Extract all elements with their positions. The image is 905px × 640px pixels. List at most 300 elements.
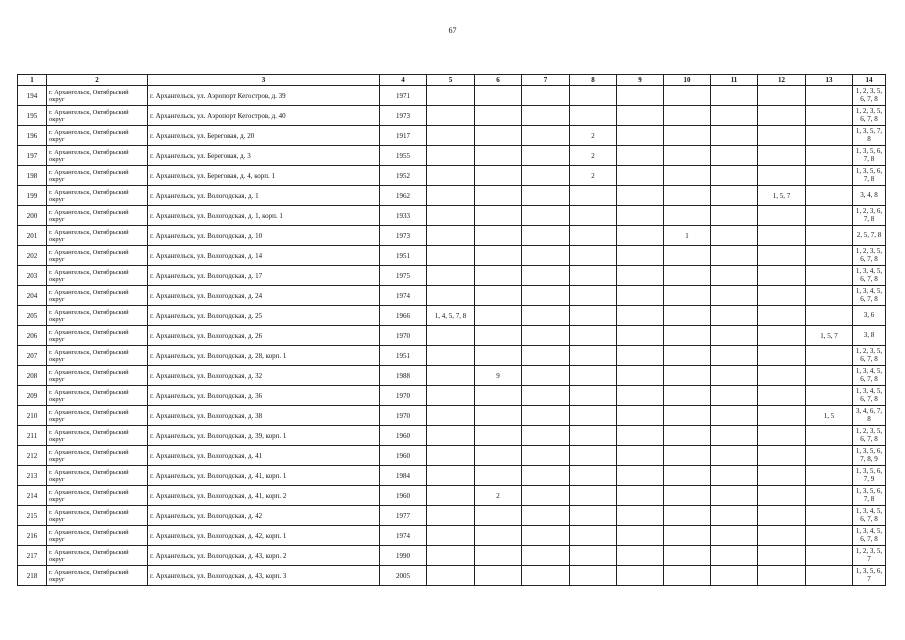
col5-cell bbox=[427, 166, 475, 186]
col7-cell bbox=[522, 86, 570, 106]
col8-cell bbox=[570, 106, 617, 126]
address-cell: г. Архангельск, ул. Вологодская, д. 24 bbox=[148, 286, 380, 306]
col5-cell bbox=[427, 526, 475, 546]
col9-cell bbox=[617, 86, 664, 106]
year-cell: 1955 bbox=[380, 146, 427, 166]
col6-cell bbox=[475, 426, 522, 446]
col5-cell bbox=[427, 106, 475, 126]
col5-cell bbox=[427, 146, 475, 166]
col10-cell bbox=[664, 426, 711, 446]
col8-cell bbox=[570, 346, 617, 366]
col5-cell bbox=[427, 506, 475, 526]
col14-cell: 1, 3, 5, 6, 7, 8 bbox=[853, 166, 886, 186]
col8-cell: 2 bbox=[570, 126, 617, 146]
address-cell: г. Архангельск, ул. Вологодская, д. 17 bbox=[148, 266, 380, 286]
col14-cell: 1, 2, 3, 5, 6, 7, 8 bbox=[853, 346, 886, 366]
table-row bbox=[18, 566, 886, 586]
header-row bbox=[18, 75, 886, 86]
col9-cell bbox=[617, 126, 664, 146]
table-row bbox=[18, 226, 886, 246]
col10-cell bbox=[664, 246, 711, 266]
year-cell: 1951 bbox=[380, 246, 427, 266]
col11-cell bbox=[711, 486, 758, 506]
col9-cell bbox=[617, 306, 664, 326]
year-cell: 1960 bbox=[380, 446, 427, 466]
row-number: 198 bbox=[18, 166, 47, 186]
district-cell: г. Архангельск, Октябрьский округ bbox=[47, 426, 148, 446]
col11-cell bbox=[711, 206, 758, 226]
col9-cell bbox=[617, 266, 664, 286]
col13-cell bbox=[806, 146, 853, 166]
col8-cell bbox=[570, 86, 617, 106]
col7-cell bbox=[522, 526, 570, 546]
column-header-3: 3 bbox=[148, 75, 380, 86]
col13-cell bbox=[806, 366, 853, 386]
row-number: 196 bbox=[18, 126, 47, 146]
col6-cell bbox=[475, 466, 522, 486]
year-cell: 1973 bbox=[380, 106, 427, 126]
row-number: 212 bbox=[18, 446, 47, 466]
col13-cell bbox=[806, 566, 853, 586]
col7-cell bbox=[522, 426, 570, 446]
col5-cell bbox=[427, 86, 475, 106]
col11-cell bbox=[711, 406, 758, 426]
col11-cell bbox=[711, 306, 758, 326]
col8-cell bbox=[570, 286, 617, 306]
col14-cell: 1, 3, 4, 5, 6, 7, 8 bbox=[853, 506, 886, 526]
col12-cell bbox=[758, 126, 806, 146]
col10-cell bbox=[664, 326, 711, 346]
col8-cell bbox=[570, 466, 617, 486]
year-cell: 1960 bbox=[380, 426, 427, 446]
col14-cell: 3, 6 bbox=[853, 306, 886, 326]
column-header-10: 10 bbox=[664, 75, 711, 86]
col9-cell bbox=[617, 366, 664, 386]
col5-cell bbox=[427, 446, 475, 466]
address-cell: г. Архангельск, ул. Береговая, д. 20 bbox=[148, 126, 380, 146]
col13-cell bbox=[806, 126, 853, 146]
col7-cell bbox=[522, 466, 570, 486]
col10-cell bbox=[664, 186, 711, 206]
col10-cell bbox=[664, 206, 711, 226]
district-cell: г. Архангельск, Октябрьский округ bbox=[47, 86, 148, 106]
col12-cell bbox=[758, 366, 806, 386]
year-cell: 1951 bbox=[380, 346, 427, 366]
district-cell: г. Архангельск, Октябрьский округ bbox=[47, 406, 148, 426]
col14-cell: 3, 4, 6, 7, 8 bbox=[853, 406, 886, 426]
col9-cell bbox=[617, 386, 664, 406]
col7-cell bbox=[522, 126, 570, 146]
col6-cell bbox=[475, 286, 522, 306]
col11-cell bbox=[711, 186, 758, 206]
address-cell: г. Архангельск, ул. Вологодская, д. 1, корп. 1 bbox=[148, 206, 380, 226]
col6-cell bbox=[475, 206, 522, 226]
col12-cell bbox=[758, 446, 806, 466]
col5-cell bbox=[427, 226, 475, 246]
col12-cell bbox=[758, 226, 806, 246]
col12-cell bbox=[758, 506, 806, 526]
col8-cell bbox=[570, 246, 617, 266]
row-number: 214 bbox=[18, 486, 47, 506]
table-row bbox=[18, 166, 886, 186]
col8-cell bbox=[570, 566, 617, 586]
table-row bbox=[18, 546, 886, 566]
table-row bbox=[18, 346, 886, 366]
year-cell: 1974 bbox=[380, 286, 427, 306]
col6-cell bbox=[475, 386, 522, 406]
col7-cell bbox=[522, 566, 570, 586]
row-number: 205 bbox=[18, 306, 47, 326]
year-cell: 1971 bbox=[380, 86, 427, 106]
table-row bbox=[18, 146, 886, 166]
col10-cell bbox=[664, 546, 711, 566]
year-cell: 1917 bbox=[380, 126, 427, 146]
col13-cell bbox=[806, 186, 853, 206]
col7-cell bbox=[522, 206, 570, 226]
year-cell: 1988 bbox=[380, 366, 427, 386]
col10-cell bbox=[664, 106, 711, 126]
col8-cell: 2 bbox=[570, 146, 617, 166]
col12-cell bbox=[758, 406, 806, 426]
col8-cell bbox=[570, 426, 617, 446]
col14-cell: 1, 3, 5, 6, 7, 8, 9 bbox=[853, 446, 886, 466]
col12-cell bbox=[758, 526, 806, 546]
col7-cell bbox=[522, 326, 570, 346]
row-number: 207 bbox=[18, 346, 47, 366]
table-row bbox=[18, 506, 886, 526]
district-cell: г. Архангельск, Октябрьский округ bbox=[47, 146, 148, 166]
col13-cell bbox=[806, 206, 853, 226]
col8-cell bbox=[570, 326, 617, 346]
row-number: 210 bbox=[18, 406, 47, 426]
col14-cell: 1, 3, 5, 6, 7, 8 bbox=[853, 486, 886, 506]
col14-cell: 1, 2, 3, 5, 6, 7, 8 bbox=[853, 106, 886, 126]
col10-cell bbox=[664, 486, 711, 506]
table-row bbox=[18, 306, 886, 326]
col6-cell bbox=[475, 446, 522, 466]
address-cell: г. Архангельск, ул. Вологодская, д. 43, корп. 2 bbox=[148, 546, 380, 566]
table-row bbox=[18, 286, 886, 306]
col12-cell bbox=[758, 106, 806, 126]
col5-cell bbox=[427, 366, 475, 386]
address-cell: г. Архангельск, ул. Вологодская, д. 26 bbox=[148, 326, 380, 346]
col11-cell bbox=[711, 346, 758, 366]
col10-cell bbox=[664, 526, 711, 546]
col9-cell bbox=[617, 526, 664, 546]
col9-cell bbox=[617, 506, 664, 526]
col9-cell bbox=[617, 246, 664, 266]
col14-cell: 1, 2, 3, 5, 6, 7, 8 bbox=[853, 246, 886, 266]
col9-cell bbox=[617, 326, 664, 346]
col9-cell bbox=[617, 106, 664, 126]
col10-cell bbox=[664, 126, 711, 146]
col9-cell bbox=[617, 146, 664, 166]
col10-cell bbox=[664, 406, 711, 426]
col6-cell bbox=[475, 266, 522, 286]
district-cell: г. Архангельск, Октябрьский округ bbox=[47, 186, 148, 206]
district-cell: г. Архангельск, Октябрьский округ bbox=[47, 466, 148, 486]
col9-cell bbox=[617, 466, 664, 486]
table-row bbox=[18, 466, 886, 486]
column-header-14: 14 bbox=[853, 75, 886, 86]
col9-cell bbox=[617, 346, 664, 366]
col6-cell bbox=[475, 326, 522, 346]
row-number: 208 bbox=[18, 366, 47, 386]
col13-cell bbox=[806, 506, 853, 526]
row-number: 206 bbox=[18, 326, 47, 346]
col13-cell bbox=[806, 546, 853, 566]
col6-cell bbox=[475, 306, 522, 326]
row-number: 194 bbox=[18, 86, 47, 106]
col12-cell bbox=[758, 146, 806, 166]
building-registry-table bbox=[17, 74, 886, 586]
col13-cell bbox=[806, 426, 853, 446]
year-cell: 1977 bbox=[380, 506, 427, 526]
col14-cell: 1, 2, 3, 5, 6, 7, 8 bbox=[853, 86, 886, 106]
col5-cell: 1, 4, 5, 7, 8 bbox=[427, 306, 475, 326]
col7-cell bbox=[522, 306, 570, 326]
district-cell: г. Архангельск, Октябрьский округ bbox=[47, 446, 148, 466]
col9-cell bbox=[617, 166, 664, 186]
col13-cell bbox=[806, 466, 853, 486]
year-cell: 1962 bbox=[380, 186, 427, 206]
col5-cell bbox=[427, 246, 475, 266]
row-number: 217 bbox=[18, 546, 47, 566]
address-cell: г. Архангельск, ул. Вологодская, д. 36 bbox=[148, 386, 380, 406]
table-row bbox=[18, 206, 886, 226]
row-number: 197 bbox=[18, 146, 47, 166]
col9-cell bbox=[617, 226, 664, 246]
col10-cell bbox=[664, 386, 711, 406]
col9-cell bbox=[617, 546, 664, 566]
col8-cell bbox=[570, 486, 617, 506]
district-cell: г. Архангельск, Октябрьский округ bbox=[47, 226, 148, 246]
col5-cell bbox=[427, 546, 475, 566]
address-cell: г. Архангельск, ул. Береговая, д. 4, корп. 1 bbox=[148, 166, 380, 186]
col13-cell bbox=[806, 486, 853, 506]
col9-cell bbox=[617, 486, 664, 506]
col9-cell bbox=[617, 206, 664, 226]
col12-cell bbox=[758, 286, 806, 306]
col9-cell bbox=[617, 286, 664, 306]
year-cell: 1952 bbox=[380, 166, 427, 186]
address-cell: г. Архангельск, ул. Вологодская, д. 42 bbox=[148, 506, 380, 526]
col13-cell bbox=[806, 446, 853, 466]
col6-cell bbox=[475, 546, 522, 566]
col10-cell bbox=[664, 366, 711, 386]
col11-cell bbox=[711, 446, 758, 466]
col11-cell bbox=[711, 166, 758, 186]
col14-cell: 1, 3, 5, 6, 7, 8 bbox=[853, 146, 886, 166]
col13-cell bbox=[806, 226, 853, 246]
col8-cell: 2 bbox=[570, 166, 617, 186]
column-header-1: 1 bbox=[18, 75, 47, 86]
col5-cell bbox=[427, 266, 475, 286]
col5-cell bbox=[427, 426, 475, 446]
col11-cell bbox=[711, 246, 758, 266]
address-cell: г. Архангельск, ул. Вологодская, д. 28, корп. 1 bbox=[148, 346, 380, 366]
col13-cell bbox=[806, 266, 853, 286]
col14-cell: 1, 3, 4, 5, 6, 7, 8 bbox=[853, 366, 886, 386]
district-cell: г. Архангельск, Октябрьский округ bbox=[47, 486, 148, 506]
district-cell: г. Архангельск, Октябрьский округ bbox=[47, 106, 148, 126]
col10-cell bbox=[664, 286, 711, 306]
col12-cell bbox=[758, 86, 806, 106]
col6-cell bbox=[475, 186, 522, 206]
table-row bbox=[18, 446, 886, 466]
col7-cell bbox=[522, 486, 570, 506]
col13-cell bbox=[806, 526, 853, 546]
col7-cell bbox=[522, 386, 570, 406]
table-row bbox=[18, 426, 886, 446]
col6-cell bbox=[475, 346, 522, 366]
year-cell: 1974 bbox=[380, 526, 427, 546]
col7-cell bbox=[522, 266, 570, 286]
col7-cell bbox=[522, 186, 570, 206]
col13-cell bbox=[806, 246, 853, 266]
col10-cell bbox=[664, 166, 711, 186]
address-cell: г. Архангельск, ул. Вологодская, д. 1 bbox=[148, 186, 380, 206]
col7-cell bbox=[522, 106, 570, 126]
address-cell: г. Архангельск, ул. Береговая, д. 3 bbox=[148, 146, 380, 166]
col8-cell bbox=[570, 306, 617, 326]
table-row bbox=[18, 266, 886, 286]
col14-cell: 1, 2, 3, 5, 7 bbox=[853, 546, 886, 566]
col10-cell bbox=[664, 566, 711, 586]
column-header-11: 11 bbox=[711, 75, 758, 86]
col9-cell bbox=[617, 186, 664, 206]
table-row bbox=[18, 86, 886, 106]
col12-cell: 1, 5, 7 bbox=[758, 186, 806, 206]
year-cell: 1975 bbox=[380, 266, 427, 286]
col10-cell bbox=[664, 306, 711, 326]
col14-cell: 1, 3, 5, 6, 7, 9 bbox=[853, 466, 886, 486]
district-cell: г. Архангельск, Октябрьский округ bbox=[47, 126, 148, 146]
col8-cell bbox=[570, 186, 617, 206]
address-cell: г. Архангельск, ул. Аэропорт Кегостров, д. 39 bbox=[148, 86, 380, 106]
column-header-8: 8 bbox=[570, 75, 617, 86]
district-cell: г. Архангельск, Октябрьский округ bbox=[47, 286, 148, 306]
col6-cell: 9 bbox=[475, 366, 522, 386]
col12-cell bbox=[758, 346, 806, 366]
col6-cell: 2 bbox=[475, 486, 522, 506]
row-number: 199 bbox=[18, 186, 47, 206]
col13-cell bbox=[806, 306, 853, 326]
col5-cell bbox=[427, 486, 475, 506]
col13-cell: 1, 5 bbox=[806, 406, 853, 426]
col9-cell bbox=[617, 426, 664, 446]
col14-cell: 1, 2, 3, 6, 7, 8 bbox=[853, 206, 886, 226]
col13-cell bbox=[806, 86, 853, 106]
district-cell: г. Архангельск, Октябрьский округ bbox=[47, 326, 148, 346]
col7-cell bbox=[522, 446, 570, 466]
row-number: 213 bbox=[18, 466, 47, 486]
year-cell: 1984 bbox=[380, 466, 427, 486]
col12-cell bbox=[758, 206, 806, 226]
year-cell: 1933 bbox=[380, 206, 427, 226]
col5-cell bbox=[427, 566, 475, 586]
col10-cell bbox=[664, 446, 711, 466]
address-cell: г. Архангельск, ул. Вологодская, д. 41, корп. 2 bbox=[148, 486, 380, 506]
col11-cell bbox=[711, 86, 758, 106]
col14-cell: 1, 3, 4, 5, 6, 7, 8 bbox=[853, 266, 886, 286]
col7-cell bbox=[522, 546, 570, 566]
col11-cell bbox=[711, 106, 758, 126]
col5-cell bbox=[427, 186, 475, 206]
table-row bbox=[18, 526, 886, 546]
col5-cell bbox=[427, 346, 475, 366]
year-cell: 1970 bbox=[380, 386, 427, 406]
col7-cell bbox=[522, 146, 570, 166]
district-cell: г. Архангельск, Октябрьский округ bbox=[47, 526, 148, 546]
district-cell: г. Архангельск, Октябрьский округ bbox=[47, 346, 148, 366]
col14-cell: 1, 3, 4, 5, 6, 7, 8 bbox=[853, 526, 886, 546]
col12-cell bbox=[758, 386, 806, 406]
col8-cell bbox=[570, 226, 617, 246]
col5-cell bbox=[427, 206, 475, 226]
col10-cell bbox=[664, 266, 711, 286]
row-number: 202 bbox=[18, 246, 47, 266]
col14-cell: 1, 3, 4, 5, 6, 7, 8 bbox=[853, 386, 886, 406]
col7-cell bbox=[522, 286, 570, 306]
district-cell: г. Архангельск, Октябрьский округ bbox=[47, 566, 148, 586]
row-number: 215 bbox=[18, 506, 47, 526]
row-number: 204 bbox=[18, 286, 47, 306]
col5-cell bbox=[427, 126, 475, 146]
col6-cell bbox=[475, 506, 522, 526]
col6-cell bbox=[475, 146, 522, 166]
col7-cell bbox=[522, 226, 570, 246]
address-cell: г. Архангельск, ул. Вологодская, д. 10 bbox=[148, 226, 380, 246]
col13-cell bbox=[806, 106, 853, 126]
col12-cell bbox=[758, 566, 806, 586]
col8-cell bbox=[570, 526, 617, 546]
col11-cell bbox=[711, 506, 758, 526]
table-row bbox=[18, 326, 886, 346]
column-header-13: 13 bbox=[806, 75, 853, 86]
address-cell: г. Архангельск, ул. Вологодская, д. 43, корп. 3 bbox=[148, 566, 380, 586]
col11-cell bbox=[711, 126, 758, 146]
col13-cell bbox=[806, 346, 853, 366]
year-cell: 1970 bbox=[380, 406, 427, 426]
col10-cell bbox=[664, 346, 711, 366]
year-cell: 1973 bbox=[380, 226, 427, 246]
col11-cell bbox=[711, 466, 758, 486]
col6-cell bbox=[475, 526, 522, 546]
col5-cell bbox=[427, 386, 475, 406]
address-cell: г. Архангельск, ул. Вологодская, д. 25 bbox=[148, 306, 380, 326]
col7-cell bbox=[522, 366, 570, 386]
col12-cell bbox=[758, 466, 806, 486]
row-number: 211 bbox=[18, 426, 47, 446]
col5-cell bbox=[427, 466, 475, 486]
col9-cell bbox=[617, 446, 664, 466]
col14-cell: 1, 2, 3, 5, 6, 7, 8 bbox=[853, 426, 886, 446]
table-row bbox=[18, 366, 886, 386]
district-cell: г. Архангельск, Октябрьский округ bbox=[47, 266, 148, 286]
col12-cell bbox=[758, 166, 806, 186]
year-cell: 1970 bbox=[380, 326, 427, 346]
col9-cell bbox=[617, 566, 664, 586]
col6-cell bbox=[475, 566, 522, 586]
row-number: 200 bbox=[18, 206, 47, 226]
table-row bbox=[18, 126, 886, 146]
col13-cell: 1, 5, 7 bbox=[806, 326, 853, 346]
col12-cell bbox=[758, 486, 806, 506]
address-cell: г. Архангельск, ул. Вологодская, д. 41 bbox=[148, 446, 380, 466]
col8-cell bbox=[570, 386, 617, 406]
col12-cell bbox=[758, 426, 806, 446]
